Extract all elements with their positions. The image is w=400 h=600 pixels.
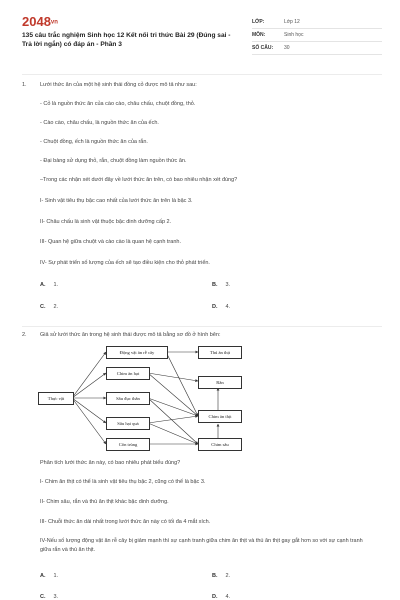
node-thuc-vat: Thực vật — [38, 392, 74, 405]
statement-line: - Cào cào, châu chấu, là nguồn thức ăn của ếch. — [40, 120, 159, 126]
question-1 — [22, 82, 382, 322]
page-title: 135 câu trắc nghiệm Sinh học 12 Kết nối tri thức Bài 29 (Đúng sai - Trả lời ngắn) có đáp án - Phần 3 — [22, 32, 231, 48]
arrow — [148, 416, 198, 423]
question-prompt: Phân tích lưới thức ăn này, có bao nhiêu phát biểu đúng? — [40, 460, 181, 466]
question-stem: Lưới thức ăn của một hệ sinh thái đồng cỏ được mô tả như sau: — [40, 82, 197, 88]
site-logo[interactable]: 2048vn — [22, 14, 58, 29]
statement-line: III- Quan hệ giữa chuột và cào cào là quan hệ cạnh tranh. — [40, 239, 181, 245]
node-sau-hai-qua: Sâu hại quả — [106, 417, 150, 430]
statement-line: I- Chim ăn thịt có thể là sinh vật tiêu thụ bậc 2, cũng có thể là bậc 3. — [40, 479, 206, 485]
statement-line: - Cỏ là nguồn thức ăn của cào cào, châu chấu, chuột đồng, thỏ. — [40, 101, 196, 107]
divider — [22, 326, 382, 327]
meta-row-count: SỐ CÂU: 30 — [252, 42, 382, 55]
divider — [22, 74, 382, 75]
statement-line: II- Châu chấu là sinh vật thuộc bậc dinh dưỡng cấp 2. — [40, 219, 172, 225]
arrow — [148, 373, 198, 416]
question-2-body — [22, 460, 382, 600]
option-d[interactable]: D. 4. — [212, 594, 231, 600]
option-a[interactable]: A. 1. — [40, 573, 59, 579]
arrow — [72, 373, 106, 398]
node-sau-duc-than: Sâu đục thân — [106, 392, 150, 405]
arrow — [148, 423, 198, 444]
question-2 — [22, 332, 382, 344]
node-dong-vat-an-re-cay: Động vật ăn rễ cây — [106, 346, 168, 359]
statement-line: IV-Nếu số lượng động vật ăn rễ cây bị giảm mạnh thì sự cạnh tranh giữa chim ăn thịt và thú ăn thịt gay gắt hơn so với sự cạnh tranh giữa rắn và thú ăn thịt. — [40, 538, 363, 553]
node-con-trung: Côn trùng — [106, 438, 150, 451]
statement-line: III- Chuỗi thức ăn dài nhất trong lưới thức ăn này có tối đa 4 mắt xích. — [40, 519, 211, 525]
option-c[interactable]: C. 3. — [40, 594, 59, 600]
option-b[interactable]: B. 2. — [212, 573, 231, 579]
question-stem: Giả sử lưới thức ăn trong hệ sinh thái được mô tả bằng sơ đồ ở hình bên: — [40, 332, 221, 338]
statement-line: - Đại bàng sử dụng thỏ, rắn, chuột đồng làm nguồn thức ăn. — [40, 158, 187, 164]
option-c[interactable]: C. 2. — [40, 304, 59, 310]
node-chim-sau: Chim sâu — [198, 438, 242, 451]
food-web-diagram — [38, 344, 258, 452]
arrow — [72, 398, 106, 444]
statement-line: II- Chim sâu, rắn và thú ăn thịt khác bậc dinh dưỡng. — [40, 499, 169, 505]
meta-row-subject: MÔN: Sinh học — [252, 29, 382, 42]
node-chim-an-hat: Chim ăn hạt — [106, 367, 150, 380]
node-thu-an-thit: Thú ăn thịt — [198, 346, 242, 359]
question-number: 1. — [22, 82, 27, 88]
option-a[interactable]: A. 1. — [40, 282, 59, 288]
statement-line: I- Sinh vật tiêu thụ bậc cao nhất của lưới thức ăn trên là bậc 3. — [40, 198, 193, 204]
statement-line: - Chuột đồng, ếch là nguồn thức ăn của rắn. — [40, 139, 148, 145]
statement-line: –Trong các nhận xét dưới đây về lưới thức ăn trên, có bao nhiêu nhận xét đúng? — [40, 177, 238, 183]
arrow — [72, 352, 106, 398]
statement-line: IV- Sự phát triển số lượng của ếch sẽ tạo điều kiện cho thỏ phát triển. — [40, 260, 210, 266]
arrow — [148, 398, 198, 444]
arrow — [72, 398, 106, 423]
question-number: 2. — [22, 332, 27, 338]
meta-row-class: LỚP: Lớp 12 — [252, 16, 382, 29]
option-d[interactable]: D. 4. — [212, 304, 231, 310]
page-header — [0, 0, 400, 68]
meta-table — [252, 16, 382, 55]
node-ran: Rắn — [198, 376, 242, 389]
option-b[interactable]: B. 3. — [212, 282, 231, 288]
node-chim-an-thit: Chim ăn thịt — [198, 410, 242, 423]
